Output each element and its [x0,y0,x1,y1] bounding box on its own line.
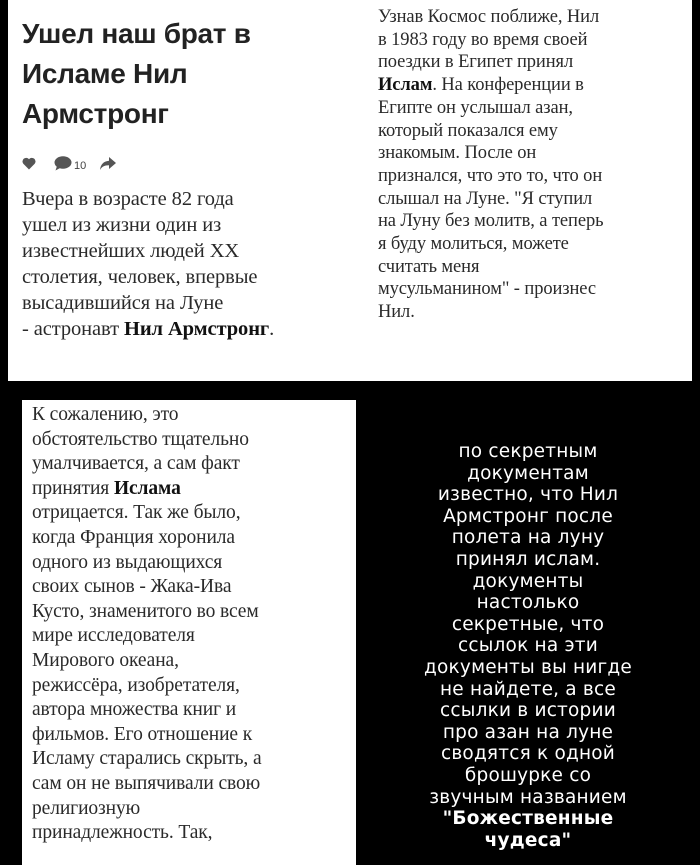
text-line [378,74,684,97]
text-line: Египте он услышал азан, [378,97,573,118]
caption-line: звучным названием [429,786,627,808]
text-line: Мирового океана, [32,649,179,671]
caption-line: принял ислам. [455,548,601,570]
caption-line: полета на луну [451,527,605,549]
lead-line-start: - астронавт [22,318,124,340]
headline-line: Ушел наш брат в [22,18,251,49]
lead-line: ушел из жизни один из [22,214,222,236]
text-line: обстоятельство тщательно [32,428,249,450]
headline-line: Армстронг [22,98,169,129]
text-line: знакомым. После он [378,143,537,164]
caption-line: настолько [476,592,580,614]
text-line: автора множества книг и [32,699,237,721]
caption-line: секретные, что [451,613,605,635]
article-right-text [378,6,684,324]
lead-line: известнейших людей XX [22,240,240,262]
text-line: мусульманином" - произнес [378,279,596,300]
caption-line: сводятся к одной [440,743,616,765]
caption-line: про азан на луне [442,721,614,743]
caption-line: брошурке со [464,764,592,786]
caption-quote-line [378,808,678,830]
brochure-title-part: чудеса" [484,829,572,851]
text-line: фильмов. Его отношение к [32,723,253,745]
text-line: Нил. [378,302,415,323]
lead-line: столетия, человек, впервые [22,266,258,288]
text-line: на Луну без молитв, а теперь [378,211,604,232]
bold-word: Ислам [378,75,433,96]
lead-line-end: . [269,318,275,340]
text-line: слышал на Луне. "Я ступил [378,188,593,209]
text-line: К сожалению, это [32,404,179,425]
text-line: отрицается. Так же было, [32,502,241,524]
brochure-title-part: "Божественные [442,808,614,830]
headline-line: Исламе Нил [22,58,188,89]
text-line: религиозную [32,797,141,819]
text-tail: . На конференции в [432,75,584,96]
article-headline [22,14,354,134]
caption-line: не найдете, а все [440,678,616,700]
caption-line: документы вы нигде [424,656,632,678]
text-line: одного из выдающихся [32,551,223,573]
caption-line: документам [467,462,589,484]
caption-line: известно, что Нил [437,484,619,506]
text-prefix: принятия [32,477,114,499]
article-header-panel [8,0,364,381]
lead-line [22,316,354,342]
caption-line: документы [472,570,584,592]
share-icon[interactable] [100,157,116,170]
text-line: я буду молиться, можете [378,234,569,255]
article-bottom-panel [22,400,356,865]
text-line: признался, что это то, что он [378,165,603,186]
lead-line: Вчера в возрасте 82 года [22,188,234,210]
text-line: который показался ему [378,120,558,141]
article-bottom-text [32,403,352,846]
article-right-panel [364,0,692,381]
text-line: Узнав Космос поближе, Нил [378,7,600,27]
text-line: принадлежность. Так, [32,822,213,844]
heart-icon[interactable] [22,157,36,170]
caption-line: Армстронг после [443,505,613,527]
text-line: считать меня [378,256,480,277]
social-actions [22,148,354,178]
text-line: мире исследователя [32,625,195,647]
astronaut-name: Нил Армстронг [123,318,270,340]
text-line: сам он не выпячивали свою [32,772,261,794]
comment-count: 10 [74,160,87,172]
text-line: Кусто, знаменитого во всем [32,600,259,622]
caption-line: по секретным [458,441,598,462]
text-line: в 1983 году во время своей [378,29,588,50]
text-line: режиссёра, изобретателя, [32,674,240,696]
caption-line: ссылки в истории [440,700,616,722]
text-line: своих сынов - Жака-Ива [32,576,232,598]
comment-icon[interactable] [54,156,72,171]
text-line: умалчивается, а сам факт [32,453,240,475]
text-line: Исламу старались скрыть, а [32,748,262,770]
caption-line: ссылок на эти [457,635,598,657]
caption-quote-line [378,830,678,852]
article-lead [22,186,354,342]
text-line: поездки в Египет принял [378,52,574,73]
text-line [32,477,352,502]
bold-word: Ислама [113,477,181,499]
lead-line: высадившийся на Луне [22,292,224,314]
caption-text [378,441,678,851]
text-line: когда Франция хоронила [32,526,235,548]
